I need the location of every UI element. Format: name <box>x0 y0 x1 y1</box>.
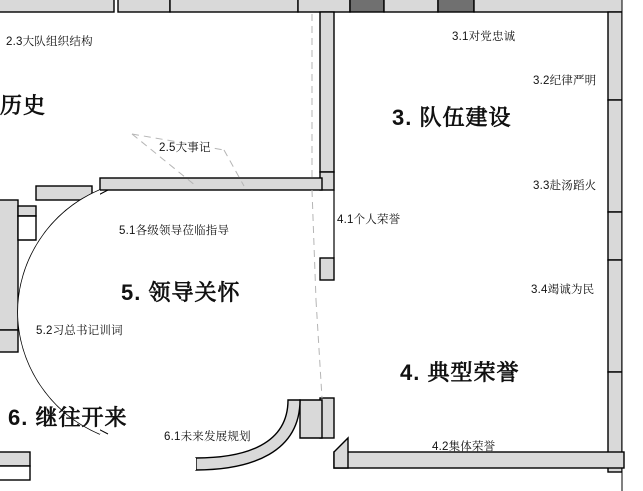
sub-label-2-5: 2.5大事记 <box>159 142 211 154</box>
sub-label-4-2: 4.2集体荣誉 <box>432 441 496 453</box>
sub-label-3-2: 3.2纪律严明 <box>533 75 597 87</box>
sub-label-3-4: 3.4竭诚为民 <box>531 284 595 296</box>
zone-label-6: 6. 继往开来 <box>8 405 128 430</box>
wall-group-right <box>608 0 643 491</box>
dashed-guides <box>132 14 322 398</box>
wall-group-center-vertical <box>320 12 334 438</box>
zone-label-4: 4. 典型荣誉 <box>400 360 520 385</box>
sub-label-3-3: 3.3赴汤蹈火 <box>533 180 597 192</box>
sub-label-5-2: 5.2习总书记训词 <box>36 325 123 337</box>
wall-group-left-nub <box>18 206 36 240</box>
sub-label-4-1: 4.1个人荣誉 <box>337 214 401 226</box>
zone-label-history: 历史 <box>0 93 47 118</box>
wall-group-top <box>0 0 643 12</box>
zone-label-5: 5. 领导关怀 <box>121 280 241 305</box>
sub-label-5-1: 5.1各级领导莅临指导 <box>119 225 230 237</box>
sub-label-2-3: 2.3大队组织结构 <box>6 36 93 48</box>
zone-label-3: 3. 队伍建设 <box>392 105 512 130</box>
sub-label-6-1: 6.1未来发展规划 <box>164 431 251 443</box>
sub-label-3-1: 3.1对党忠诚 <box>452 31 516 43</box>
